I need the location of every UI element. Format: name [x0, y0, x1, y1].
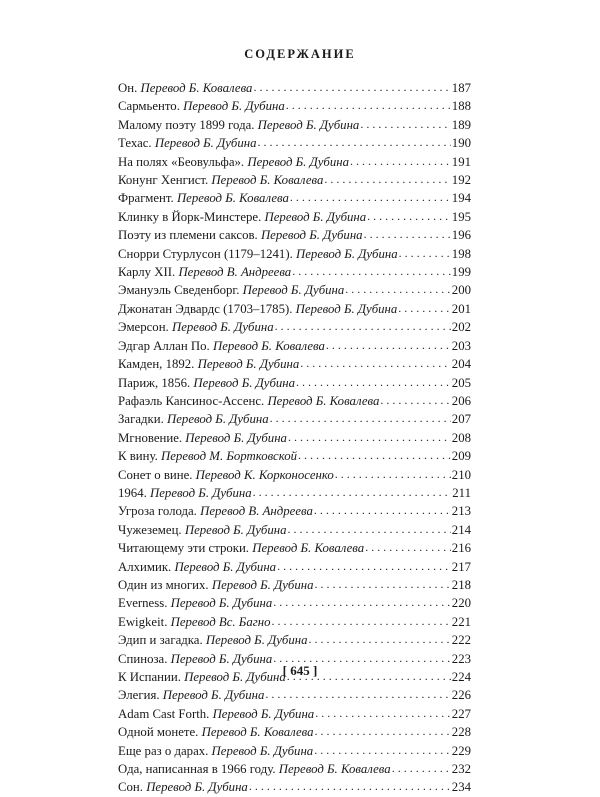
toc-entry-title: 1964. — [118, 485, 150, 500]
toc-entry-title: К Испании. — [118, 670, 185, 684]
toc-entry-title: Алхимик. — [118, 559, 175, 574]
toc-entry-translator: Перевод В. Андреева — [178, 265, 292, 280]
toc-entry-page: 191 — [451, 154, 471, 169]
dot-leader — [296, 373, 451, 391]
toc-entry-page: 211 — [452, 485, 471, 500]
toc-entry-page: 216 — [451, 541, 471, 556]
toc-entry-title: Одной монете. — [118, 725, 202, 740]
toc-entry — [118, 502, 471, 520]
page-number: [ 645 ] — [282, 663, 318, 678]
toc-entry-page: 218 — [451, 577, 471, 592]
toc-entry-title: Фрагмент. — [118, 191, 177, 206]
toc-entry-translator: Перевод Б. Дубина — [170, 596, 273, 611]
toc-entry-translator: Перевод Б. Дубина — [184, 670, 286, 684]
toc-entry-translator: Перевод Б. Ковалева — [140, 81, 253, 95]
toc-entry-page: 234 — [451, 780, 471, 795]
toc-entry-page: 199 — [451, 265, 471, 280]
toc-entry — [118, 318, 471, 336]
toc-entry-page: 204 — [451, 357, 471, 372]
dot-leader — [286, 96, 451, 114]
toc-entry — [118, 263, 471, 281]
dot-leader — [287, 520, 450, 538]
toc-entry — [118, 208, 471, 226]
dot-leader — [275, 317, 451, 335]
toc-entry-title: Камден, 1892. — [118, 357, 198, 372]
toc-entry — [118, 226, 471, 244]
dot-leader — [265, 685, 450, 703]
dot-leader — [315, 722, 451, 740]
toc-entry-title: Ewigkeit. — [118, 614, 171, 629]
toc-entry-translator: Перевод Б. Дубина — [154, 136, 257, 151]
toc-entry-title: Эдгар Аллан По. — [118, 338, 213, 353]
toc-entry — [118, 134, 471, 152]
toc-entry-translator: Перевод Б. Дубина — [171, 320, 274, 335]
toc-entry — [118, 576, 471, 594]
toc-entry — [118, 300, 471, 318]
toc-entry — [118, 484, 471, 502]
toc-entry-title: Париж, 1856. — [118, 375, 194, 390]
toc-entry — [118, 631, 471, 649]
toc-entry-page: 190 — [451, 136, 471, 151]
toc-entry-title: К вину. — [118, 449, 161, 464]
toc-entry — [118, 189, 471, 207]
toc-entry-title: Загадки. — [118, 412, 167, 427]
toc-entry — [118, 760, 471, 778]
dot-leader — [367, 207, 451, 225]
dot-leader — [298, 446, 451, 464]
dot-leader — [253, 78, 450, 96]
toc-entry-page: 195 — [451, 209, 471, 224]
toc-entry — [118, 410, 471, 428]
toc-entry-translator: Перевод Б. Дубина — [211, 577, 314, 592]
toc-entry-title: На полях «Беовульфа». — [118, 154, 248, 169]
dot-leader — [288, 428, 451, 446]
toc-entry-title: Сонет о вине. — [118, 467, 196, 482]
page-header: СОДЕРЖАНИЕ — [244, 47, 356, 61]
dot-leader — [360, 115, 450, 133]
toc-entry-page: 192 — [451, 173, 471, 188]
toc-entry-translator: Перевод Б. Ковалева — [176, 191, 289, 206]
toc-entry-page: 232 — [451, 762, 471, 777]
toc-entry-translator: Перевод Б. Ковалева — [211, 173, 324, 188]
toc-entry-page: 203 — [451, 338, 471, 353]
toc-entry — [118, 116, 471, 134]
dot-leader — [315, 704, 451, 722]
toc-entry-page: 201 — [451, 301, 471, 316]
toc-entry-translator: Перевод К. Корконосенко — [195, 467, 334, 482]
toc-entry-title: Сармьенто. — [118, 99, 184, 114]
toc-entry-page: 210 — [451, 467, 471, 482]
toc-entry-page: 214 — [451, 522, 471, 537]
toc-entry-translator: Перевод Б. Дубина — [174, 559, 277, 574]
toc-entry-page: 220 — [451, 596, 471, 611]
toc-entry-title: Снорри Стурлусон (1179–1241). — [118, 246, 296, 261]
toc-entry-translator: Перевод Б. Дубина — [183, 99, 285, 114]
dot-leader — [270, 409, 451, 427]
toc-entry-translator: Перевод Б. Дубина — [185, 430, 287, 445]
toc-entry-translator: Перевод Б. Дубина — [212, 706, 315, 721]
dot-leader — [300, 354, 451, 372]
dot-leader — [345, 280, 451, 298]
toc-entry — [118, 79, 471, 97]
toc-entry — [118, 447, 471, 465]
dot-leader — [257, 133, 450, 151]
toc-entry-title: Adam Cast Forth. — [118, 706, 213, 721]
toc-entry-page: 226 — [451, 688, 471, 703]
toc-entry — [118, 171, 471, 189]
toc-entry-page: 188 — [451, 99, 471, 114]
toc-entry-page: 209 — [451, 449, 471, 464]
toc-entry — [118, 613, 471, 631]
toc-entry-page: 217 — [451, 559, 471, 574]
toc-entry-title: Конунг Хенгист. — [118, 173, 212, 188]
toc-entry-title: Еще раз о дарах. — [118, 743, 212, 758]
toc-entry-page: 228 — [451, 725, 471, 740]
dot-leader — [273, 593, 451, 611]
dot-leader — [392, 759, 451, 777]
dot-leader — [335, 465, 451, 483]
toc-entry-translator: Перевод Б. Дубина — [260, 228, 363, 243]
toc-entry — [118, 742, 471, 760]
toc-entry-translator: Перевод Б. Дубина — [167, 412, 269, 427]
toc-entry-page: 224 — [451, 670, 471, 684]
toc-entry-translator: Перевод Б. Ковалева — [267, 393, 380, 408]
toc-entry — [118, 705, 471, 723]
toc-entry-page: 205 — [451, 375, 471, 390]
table-of-contents — [118, 79, 471, 797]
toc-entry-translator: Перевод Б. Ковалева — [212, 338, 325, 353]
toc-entry-translator: Перевод Б. Дубина — [205, 633, 308, 648]
dot-leader — [309, 630, 451, 648]
toc-entry-page: 206 — [451, 393, 471, 408]
dot-leader — [364, 225, 451, 243]
toc-entry-translator: Перевод Б. Дубина — [247, 154, 349, 169]
toc-entry-translator: Перевод В. Андреева — [200, 504, 313, 519]
toc-entry-page: 196 — [451, 228, 471, 243]
toc-entry — [118, 245, 471, 263]
dot-leader — [350, 152, 451, 170]
toc-entry-title: Клинку в Йорк-Минстере. — [118, 209, 265, 224]
toc-entry — [118, 374, 471, 392]
toc-entry-title: Карлу XII. — [118, 265, 179, 280]
toc-entry — [118, 466, 471, 484]
toc-entry — [118, 355, 471, 373]
toc-entry-translator: Перевод Б. Дубина — [295, 301, 398, 316]
toc-entry-translator: Перевод Б. Дубина — [257, 117, 360, 132]
dot-leader — [326, 336, 451, 354]
toc-entry-translator: Перевод Б. Дубина — [162, 688, 265, 703]
toc-entry-translator: Перевод Б. Дубина — [150, 485, 252, 500]
toc-entry-title: Элегия. — [118, 688, 163, 703]
toc-entry-page: 194 — [451, 191, 471, 206]
toc-entry-title: Малому поэту 1899 года. — [118, 117, 258, 132]
toc-entry-title: Сон. — [118, 780, 147, 795]
toc-entry-page: 200 — [451, 283, 471, 298]
toc-entry-page: 227 — [451, 706, 471, 721]
toc-entry-translator: Перевод Б. Дубина — [146, 780, 248, 795]
toc-entry-title: Мгновение. — [118, 430, 186, 445]
dot-leader — [253, 483, 452, 501]
toc-entry-page: 207 — [451, 412, 471, 427]
dot-leader — [290, 188, 451, 206]
toc-entry-translator: Перевод Б. Дубина — [193, 375, 296, 390]
toc-entry-title: Угроза голода. — [118, 504, 201, 519]
toc-entry — [118, 281, 471, 299]
toc-entry-translator: Перевод Б. Ковалева — [201, 725, 314, 740]
dot-leader — [399, 244, 451, 262]
dot-leader — [398, 299, 451, 317]
toc-entry-page: 189 — [451, 117, 471, 132]
toc-entry-title: Everness. — [118, 596, 171, 611]
toc-entry — [118, 539, 471, 557]
toc-entry — [118, 778, 471, 796]
toc-entry-translator: Перевод Б. Дубина — [296, 246, 398, 261]
toc-entry — [118, 429, 471, 447]
toc-entry-page: 202 — [451, 320, 471, 335]
toc-entry-translator: Перевод Б. Дубина — [197, 357, 300, 372]
toc-entry-translator: Перевод М. Бортковской — [161, 449, 298, 464]
toc-entry-page: 222 — [451, 633, 471, 648]
toc-entry-translator: Перевод Б. Дубина — [184, 522, 287, 537]
toc-entry — [118, 97, 471, 115]
toc-entry — [118, 153, 471, 171]
toc-entry-title: Эмануэль Сведенборг. — [118, 283, 243, 298]
toc-entry-page: 208 — [451, 430, 471, 445]
toc-entry-page: 221 — [451, 614, 471, 629]
dot-leader — [249, 777, 451, 795]
toc-entry — [118, 723, 471, 741]
toc-entry-translator: Перевод Б. Дубина — [264, 209, 367, 224]
toc-entry-title: Рафаэль Кансинос-Ассенс. — [118, 393, 268, 408]
toc-entry — [118, 521, 471, 539]
toc-entry-page: 223 — [451, 651, 471, 666]
toc-entry-title: Техас. — [118, 136, 155, 151]
toc-entry — [118, 392, 471, 410]
toc-entry-title: Эмерсон. — [118, 320, 172, 335]
toc-entry-title: Один из многих. — [118, 577, 212, 592]
dot-leader — [277, 557, 451, 575]
toc-entry-translator: Перевод Б. Дубина — [170, 651, 273, 666]
toc-entry-title: Поэту из племени саксов. — [118, 228, 261, 243]
toc-entry-title: Спиноза. — [118, 651, 171, 666]
toc-entry-translator: Перевод Б. Ковалева — [278, 762, 391, 777]
toc-entry-page: 213 — [451, 504, 471, 519]
dot-leader — [324, 170, 450, 188]
dot-leader — [292, 262, 451, 280]
toc-entry-translator: Перевод Б. Ковалева — [252, 541, 365, 556]
toc-entry-title: Чужеземец. — [118, 522, 185, 537]
dot-leader — [380, 391, 450, 409]
toc-entry-translator: Перевод Вс. Багно — [170, 614, 271, 629]
dot-leader — [314, 501, 451, 519]
toc-entry — [118, 594, 471, 612]
dot-leader — [271, 612, 450, 630]
toc-entry-page: 229 — [451, 743, 471, 758]
toc-entry-title: Ода, написанная в 1966 году. — [118, 762, 279, 777]
dot-leader — [314, 575, 450, 593]
toc-entry-translator: Перевод Б. Дубина — [211, 743, 314, 758]
toc-entry — [118, 337, 471, 355]
toc-entry — [118, 558, 471, 576]
toc-entry — [118, 686, 471, 704]
toc-entry-title: Джонатан Эдвардс (1703–1785). — [118, 301, 296, 316]
toc-entry-title: Он. — [118, 81, 141, 95]
dot-leader — [365, 538, 451, 556]
toc-entry-translator: Перевод Б. Дубина — [242, 283, 345, 298]
toc-entry-title: Эдип и загадка. — [118, 633, 206, 648]
toc-entry-page: 198 — [451, 246, 471, 261]
toc-entry-title: Читающему эти строки. — [118, 541, 253, 556]
toc-entry-page: 187 — [451, 81, 471, 95]
